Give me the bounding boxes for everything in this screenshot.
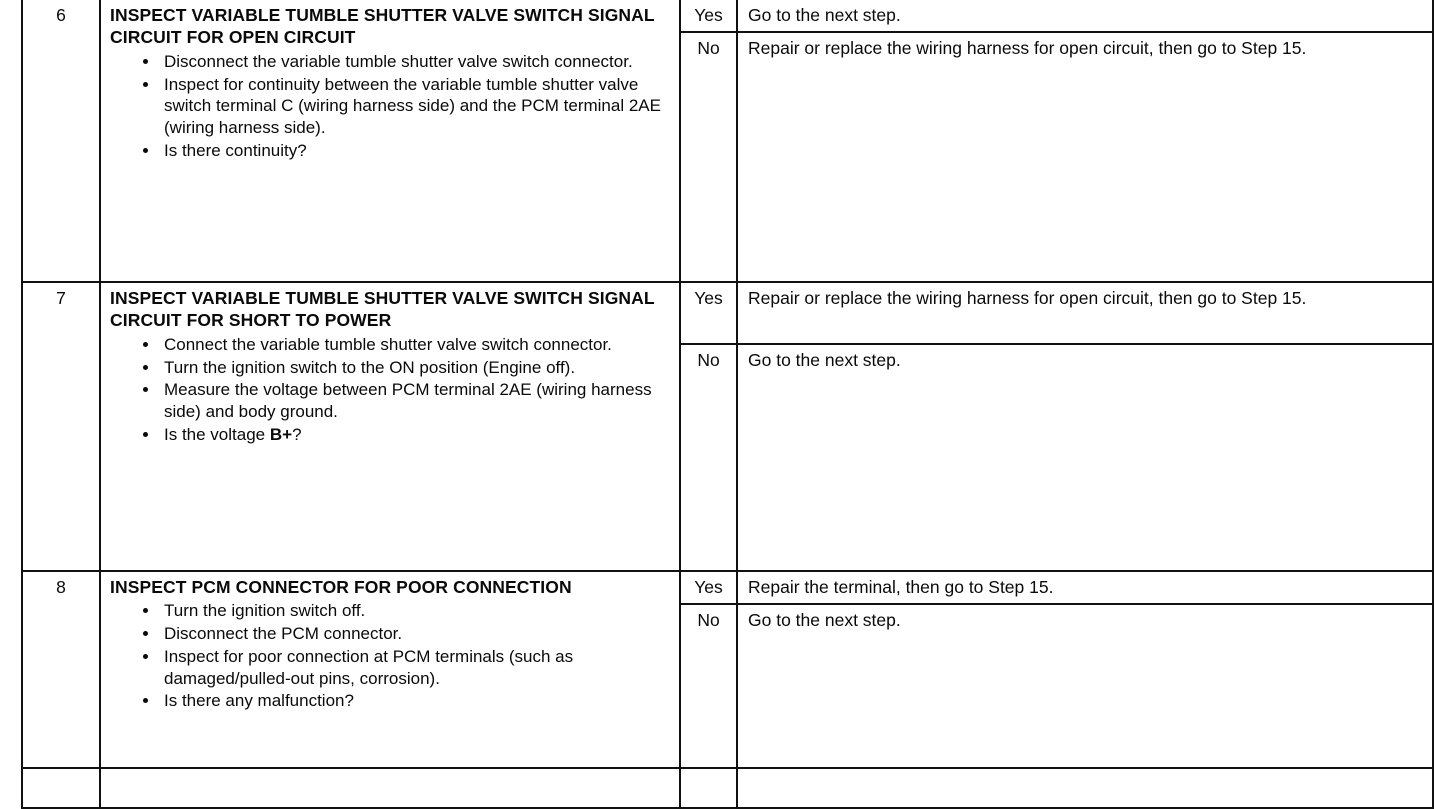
result-label-no: No (680, 32, 737, 282)
action-text: Repair or replace the wiring harness for open circuit, then go to Step 15. (737, 282, 1433, 344)
inspection-cell (100, 282, 680, 571)
step-number: 7 (22, 282, 100, 571)
troubleshooting-table (21, 0, 1434, 809)
step-number: 8 (22, 571, 100, 768)
inspection-title: INSPECT VARIABLE TUMBLE SHUTTER VALVE SWITCH SIGNAL CIRCUIT FOR SHORT TO POWER (110, 288, 655, 331)
inspection-bullet (160, 424, 669, 446)
table-row (22, 282, 1433, 344)
action-text: Go to the next step. (737, 604, 1433, 768)
result-label-yes: Yes (680, 571, 737, 604)
bullet-text-pre: Is the voltage (164, 424, 270, 444)
inspection-bullet-list (110, 334, 669, 446)
step-cell-partial (22, 768, 100, 808)
step-number: 6 (22, 0, 100, 282)
table-row (22, 571, 1433, 604)
inspection-bullet: • Turn the ignition switch off. (160, 600, 669, 622)
scanned-page (21, 0, 1434, 809)
inspection-bullet: • Turn the ignition switch to the ON position (Engine off). (160, 357, 669, 379)
inspection-title: INSPECT PCM CONNECTOR FOR POOR CONNECTION (110, 577, 572, 597)
bullet-text-bold: B+ (269, 424, 293, 444)
bullet-text-post: ? (292, 424, 302, 444)
table-row-partial (22, 768, 1433, 808)
action-cell-partial (737, 768, 1433, 808)
inspection-bullet: • Is there any malfunction? (160, 690, 669, 712)
inspection-bullet: • Connect the variable tumble shutter valve switch connector. (160, 334, 669, 356)
inspection-bullet-list (110, 600, 669, 712)
result-cell-partial (680, 768, 737, 808)
result-label-no: No (680, 604, 737, 768)
inspection-cell (100, 571, 680, 768)
inspection-bullet: • Inspect for poor connection at PCM terminals (such as damaged/pulled-out pins, corrosion). (160, 646, 669, 690)
inspection-bullet: • Inspect for continuity between the variable tumble shutter valve switch terminal C (wiring harness side) and the PCM terminal 2AE (wiring harness side). (160, 74, 669, 139)
result-label-no: No (680, 344, 737, 571)
action-text: Repair or replace the wiring harness for open circuit, then go to Step 15. (737, 32, 1433, 282)
action-text: Go to the next step. (737, 0, 1433, 32)
inspection-bullet: • Disconnect the variable tumble shutter valve switch connector. (160, 51, 669, 73)
inspection-title: INSPECT VARIABLE TUMBLE SHUTTER VALVE SWITCH SIGNAL CIRCUIT FOR OPEN CIRCUIT (110, 5, 655, 48)
inspection-bullet: • Measure the voltage between PCM terminal 2AE (wiring harness side) and body ground. (160, 379, 669, 423)
action-text: Go to the next step. (737, 344, 1433, 571)
table-row (22, 0, 1433, 32)
result-label-yes: Yes (680, 282, 737, 344)
inspection-bullet-list (110, 51, 669, 162)
inspection-cell-partial (100, 768, 680, 808)
result-label-yes: Yes (680, 0, 737, 32)
action-text: Repair the terminal, then go to Step 15. (737, 571, 1433, 604)
inspection-cell (100, 0, 680, 282)
inspection-bullet: • Is there continuity? (160, 140, 669, 162)
inspection-bullet: • Disconnect the PCM connector. (160, 623, 669, 645)
